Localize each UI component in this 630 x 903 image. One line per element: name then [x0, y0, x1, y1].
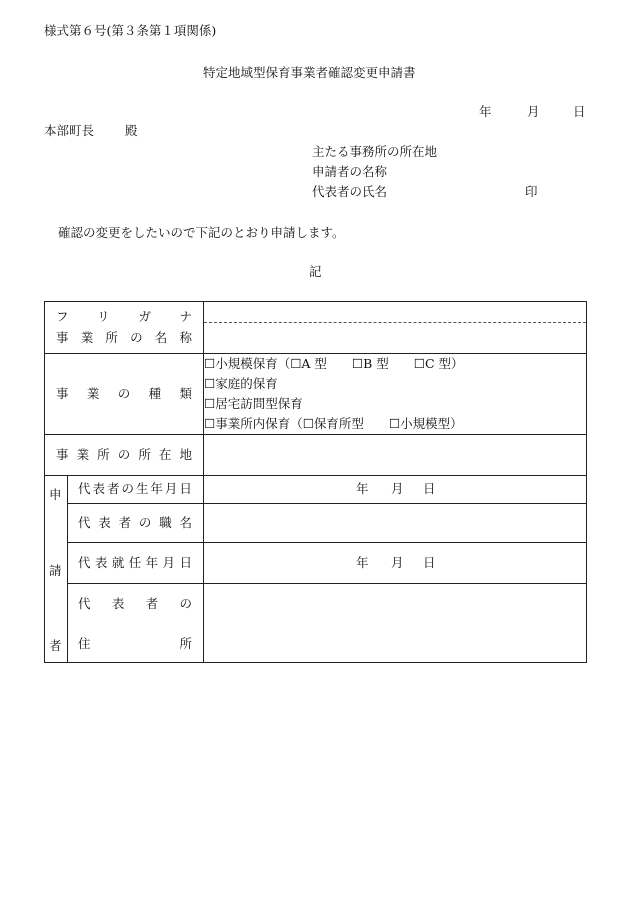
label-char: 称	[179, 330, 192, 345]
office-location-field[interactable]	[204, 435, 586, 475]
furigana-field[interactable]	[204, 302, 586, 322]
honorific: 殿	[125, 123, 138, 138]
label-char: の	[117, 386, 131, 401]
business-type-option-workplace[interactable]: ☐事業所内保育（☐保育所型 ☐小規模型）	[204, 416, 463, 431]
label-char: 名	[179, 515, 192, 530]
rep-birthdate-day: 日	[423, 481, 436, 496]
label-char: 表	[98, 515, 111, 530]
label-char: 年	[145, 555, 159, 570]
office-address-label: 主たる事務所の所在地	[312, 144, 438, 159]
rep-appointment-date-label	[78, 556, 192, 570]
label-char: 代	[78, 555, 91, 570]
applicant-label-char-3: 者	[49, 638, 62, 653]
office-name-label	[56, 331, 192, 345]
rep-birthdate-label	[78, 482, 192, 496]
label-char: 住	[78, 636, 91, 651]
label-char: 所	[179, 636, 192, 651]
label-char: 在	[158, 447, 172, 462]
label-char: の	[121, 481, 134, 496]
form-number: 様式第６号(第３条第１項関係)	[44, 23, 217, 38]
representative-name-label: 代表者の氏名	[312, 184, 388, 199]
label-char: の	[117, 447, 131, 462]
label-char: 表	[94, 555, 108, 570]
label-char: ガ	[138, 309, 151, 324]
label-char: 業	[80, 330, 94, 345]
label-char: 所	[105, 330, 118, 345]
business-type-option-family[interactable]: ☐家庭的保育	[204, 376, 278, 391]
label-char: 種	[148, 386, 162, 401]
label-char: 者	[106, 481, 120, 496]
rep-appointment-year: 年	[356, 555, 369, 570]
applicant-label-char-1: 申	[49, 487, 62, 502]
addressee: 本部町長	[44, 123, 95, 138]
label-char: の	[179, 596, 192, 611]
rep-appointment-day: 日	[423, 555, 436, 570]
label-char: の	[138, 515, 152, 530]
rep-birthdate-month: 月	[391, 481, 404, 496]
label-char: 業	[86, 386, 100, 401]
rep-birthdate-year: 年	[356, 481, 369, 496]
label-char: 類	[179, 386, 192, 401]
rep-title-field[interactable]	[204, 504, 586, 542]
business-type-option-small-scale[interactable]: ☐小規模保育（☐A 型 ☐B 型 ☐C 型）	[204, 356, 464, 371]
label-char: 名	[154, 330, 168, 345]
business-type-option-home-visit[interactable]: ☐居宅訪問型保育	[204, 396, 303, 411]
label-char: 地	[179, 447, 192, 462]
label-char: 業	[76, 447, 90, 462]
label-char: 代	[78, 596, 91, 611]
business-type-label	[56, 387, 192, 401]
label-char: 月	[162, 555, 176, 570]
document-title: 特定地域型保育事業者確認変更申請書	[203, 65, 416, 80]
date-year-label: 年	[479, 104, 492, 119]
applicant-name-label: 申請者の名称	[312, 164, 388, 179]
label-char: 事	[56, 330, 69, 345]
rep-address-field[interactable]	[204, 584, 586, 662]
rep-address-label-top	[78, 597, 192, 611]
ki-heading: 記	[309, 264, 322, 279]
label-char: 年	[150, 481, 163, 496]
label-char: 者	[118, 515, 132, 530]
rep-appointment-month: 月	[391, 555, 404, 570]
label-char: ナ	[179, 309, 192, 324]
label-char: 表	[111, 596, 125, 611]
application-statement: 確認の変更をしたいので下記のとおり申請します。	[58, 225, 345, 240]
label-char: の	[130, 330, 143, 345]
rep-address-label-bottom	[78, 637, 192, 651]
label-char: 所	[138, 447, 151, 462]
applicant-label-char-2: 請	[49, 563, 62, 578]
office-name-field[interactable]	[204, 323, 586, 353]
label-char: 事	[56, 386, 69, 401]
furigana-label	[56, 310, 192, 324]
seal-mark: 印	[525, 184, 538, 199]
label-char: フ	[56, 309, 69, 324]
label-char: 生	[135, 481, 149, 496]
label-char: 日	[179, 481, 192, 496]
rep-title-label	[78, 516, 192, 530]
label-char: 表	[92, 481, 105, 496]
label-char: 就	[111, 555, 125, 570]
date-day-label: 日	[573, 104, 586, 119]
application-form-table	[44, 301, 587, 663]
label-char: 月	[164, 481, 178, 496]
date-month-label: 月	[527, 104, 540, 119]
label-char: 代	[78, 481, 91, 496]
label-char: 所	[97, 447, 110, 462]
label-char: 者	[145, 596, 159, 611]
office-location-label	[56, 448, 192, 462]
label-char: 日	[179, 555, 192, 570]
label-char: 代	[78, 515, 91, 530]
label-char: リ	[97, 309, 110, 324]
label-char: 任	[128, 555, 142, 570]
label-char: 職	[159, 515, 172, 530]
label-char: 事	[56, 447, 69, 462]
